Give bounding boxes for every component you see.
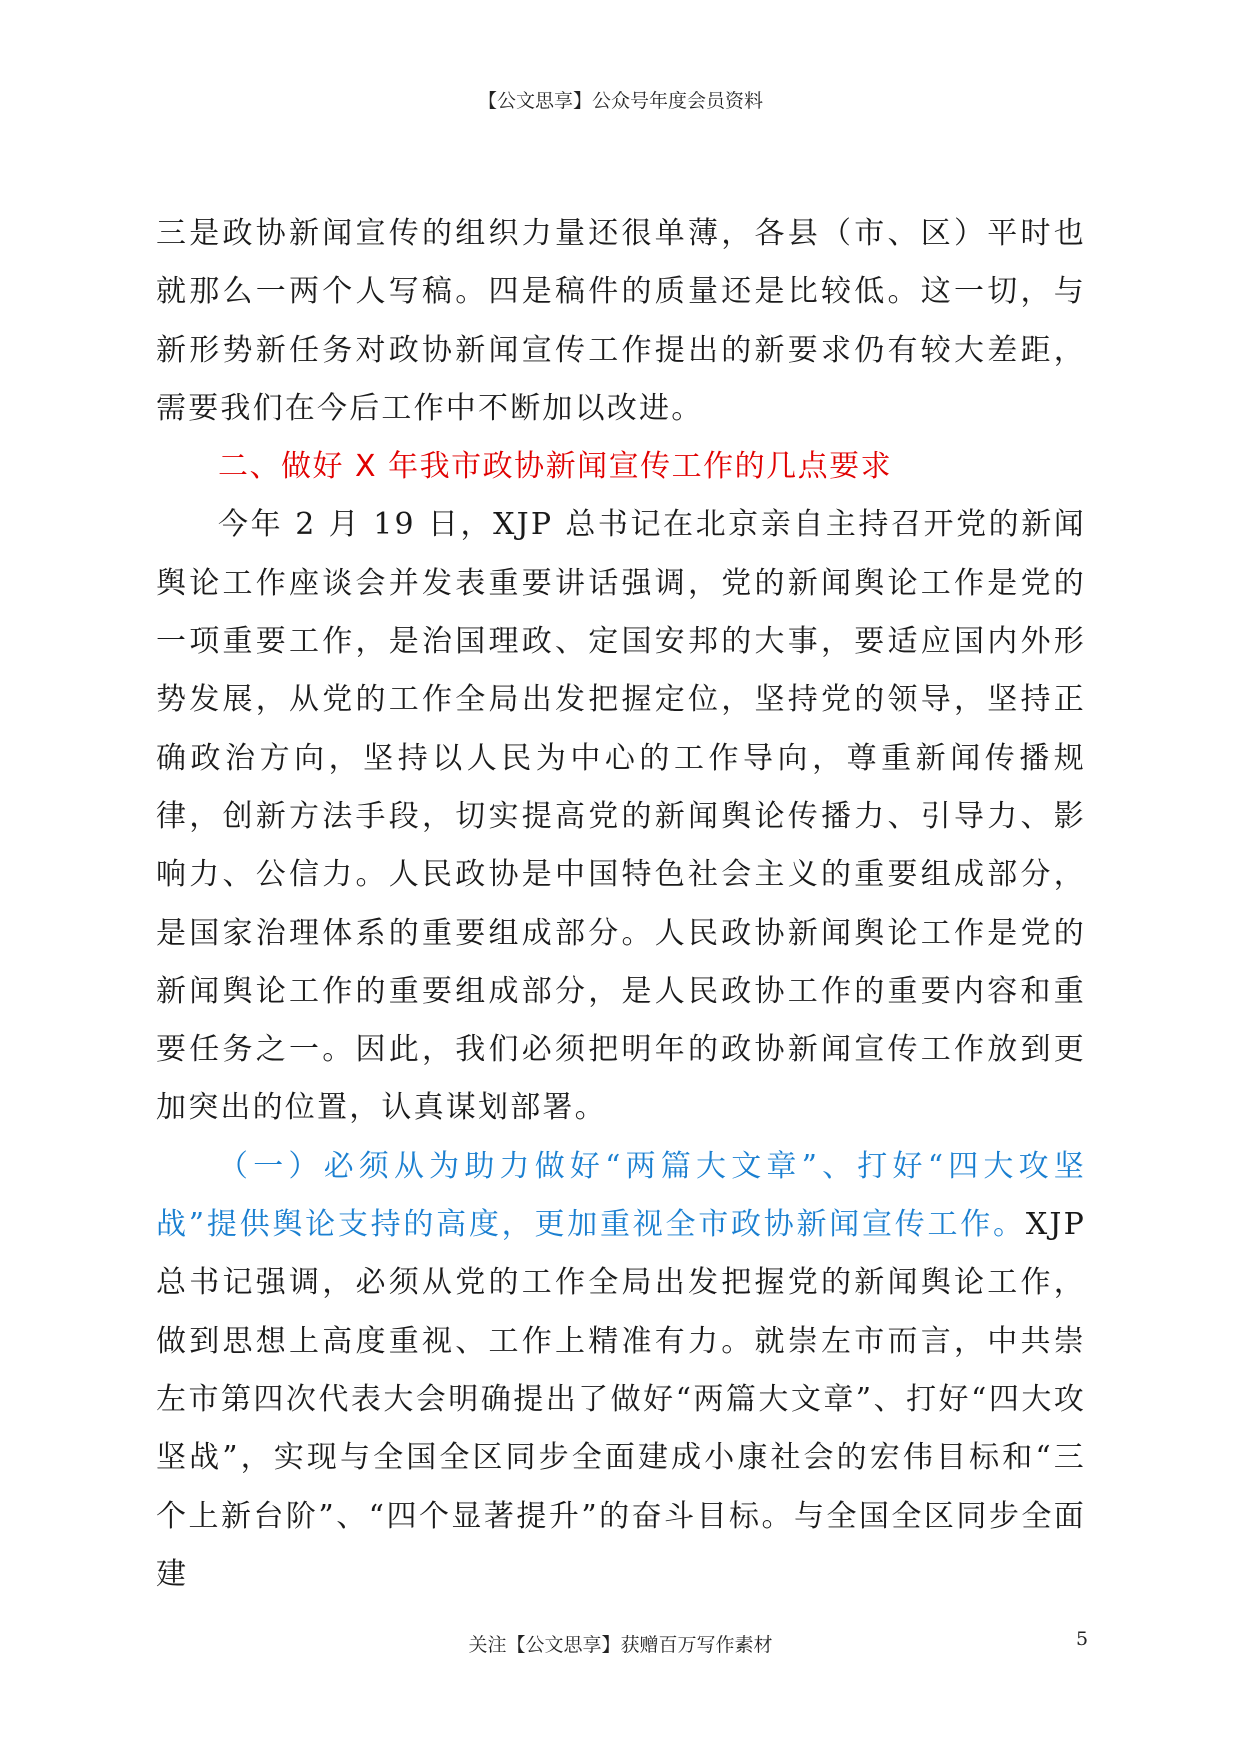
page-footer: 关注【公文思享】获赠百万写作素材 [468, 1634, 773, 1656]
paragraph-1: 三是政协新闻宣传的组织力量还很单薄，各县（市、区）平时也就那么一两个人写稿。四是稿件的质量还是比较低。这一切，与新形势新任务对政协新闻宣传工作提出的新要求仍有较大差距，需要我们在今后工作中不断加以改进。 [156, 216, 1086, 426]
document-body [156, 205, 1086, 1604]
paragraph-3 [156, 1138, 1086, 1604]
paragraph-3-body: XJP 总书记强调，必须从党的工作全局出发把握党的新闻舆论工作，做到思想上高度重视、工作上精准有力。就崇左市而言，中共崇左市第四次代表大会明确提出了做好“两篇大文章”、打好“四大攻坚战”，实现与全国全区同步全面建成小康社会的宏伟目标和“三个上新台阶”、“四个显著提升”的奋斗目标。与全国全区同步全面建 [156, 1207, 1086, 1592]
page-header: 【公文思享】公众号年度会员资料 [477, 90, 763, 112]
page-number: 5 [1076, 1628, 1089, 1650]
subheading-1: （一）必须从为助力做好“两篇大文章”、打好“四大攻坚战”提供舆论支持的高度，更加重视全市政协新闻宣传工作。 [156, 1148, 1086, 1243]
section-heading-2: 二、做好 X 年我市政协新闻宣传工作的几点要求 [218, 449, 893, 485]
paragraph-2: 今年 2 月 19 日，XJP 总书记在北京亲自主持召开党的新闻舆论工作座谈会并发表重要讲话强调，党的新闻舆论工作是党的一项重要工作，是治国理政、定国安邦的大事，要适应国内外形势发展，从党的工作全局出发把握定位，坚持党的领导，坚持正确政治方向，坚持以人民为中心的工作导向，尊重新闻传播规律，创新方法手段，切实提高党的新闻舆论传播力、引导力、影响力、公信力。人民政协是中国特色社会主义的重要组成部分，是国家治理体系的重要组成部分。人民政协新闻舆论工作是党的新闻舆论工作的重要组成部分，是人民政协工作的重要内容和重要任务之一。因此，我们必须把明年的政协新闻宣传工作放到更加突出的位置，认真谋划部署。 [156, 507, 1086, 1126]
